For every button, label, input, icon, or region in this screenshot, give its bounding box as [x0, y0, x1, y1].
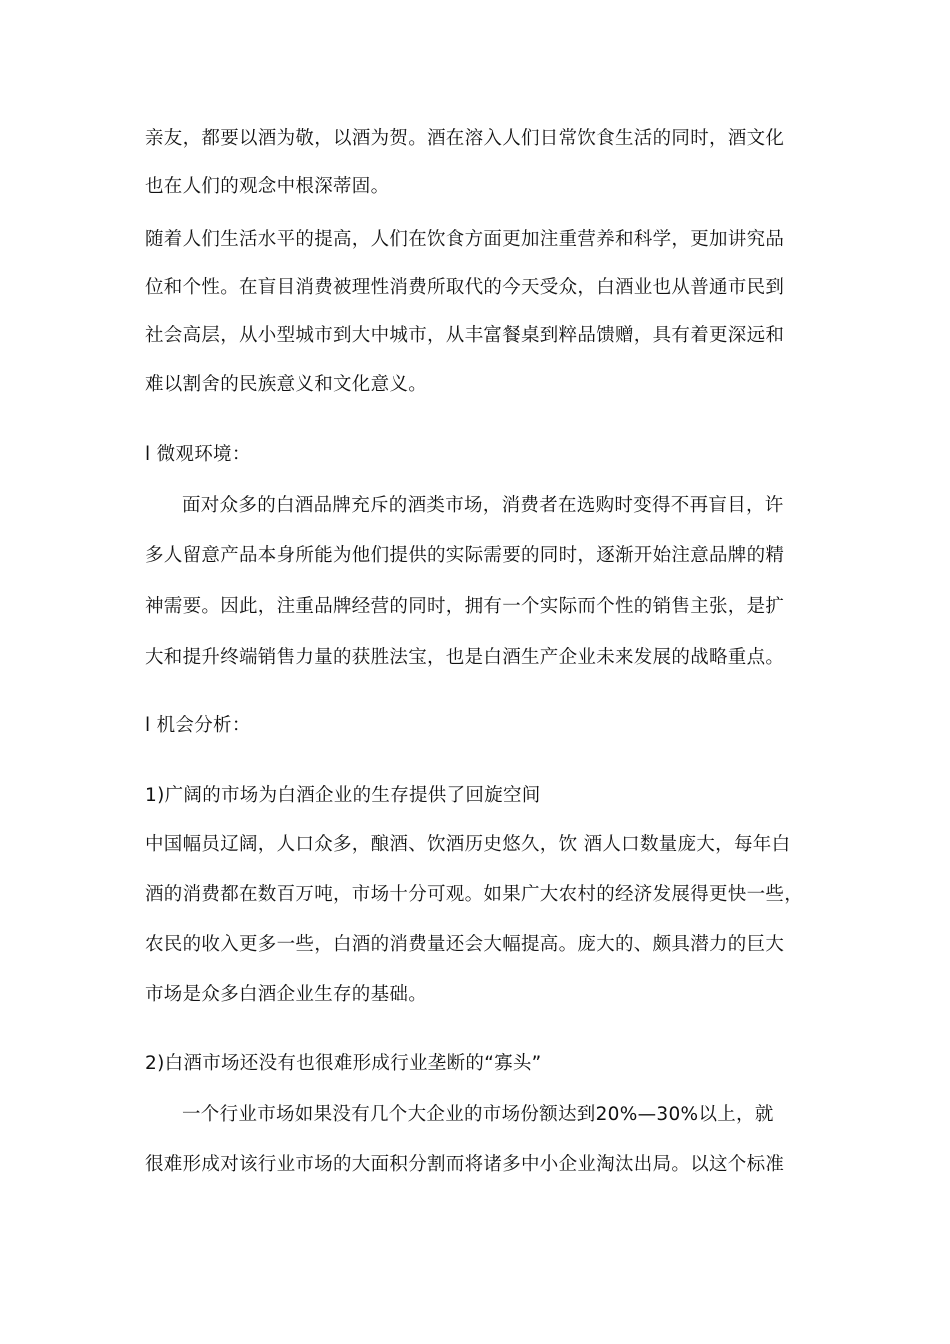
- paragraph-line: 多人留意产品本身所能为他们提供的实际需要的同时，逐渐开始注意品牌的精: [145, 545, 785, 566]
- section-heading-opportunity: l 机会分析：: [145, 715, 251, 736]
- paragraph-line: 很难形成对该行业市场的大面积分割而将诸多中小企业淘汰出局。以这个标准: [145, 1154, 785, 1175]
- paragraph-line: 随着人们生活水平的提高，人们在饮食方面更加注重营养和科学，更加讲究品: [145, 229, 785, 250]
- paragraph-line: 中国幅员辽阔，人口众多，酿酒、饮酒历史悠久，饮 酒人口数量庞大，每年白: [145, 834, 791, 855]
- section-heading-micro-environment: l 微观环境：: [145, 444, 251, 465]
- paragraph-line: 难以割舍的民族意义和文化意义。: [145, 374, 428, 395]
- paragraph-line: 一个行业市场如果没有几个大企业的市场份额达到20%—30%以上，就: [182, 1104, 774, 1125]
- paragraph-line: 酒的消费都在数百万吨，市场十分可观。如果广大农村的经济发展得更快一些，: [145, 884, 804, 905]
- paragraph-line: 市场是众多白酒企业生存的基础。: [145, 984, 428, 1005]
- paragraph-line: 也在人们的观念中根深蒂固。: [145, 176, 390, 197]
- paragraph-line: 神需要。因此，注重品牌经营的同时，拥有一个实际而个性的销售主张，是扩: [145, 596, 785, 617]
- subheading-2: 2)白酒市场还没有也很难形成行业垄断的“寡头”: [145, 1053, 542, 1074]
- paragraph-line: 大和提升终端销售力量的获胜法宝，也是白酒生产企业未来发展的战略重点。: [145, 647, 785, 668]
- paragraph-line: 面对众多的白酒品牌充斥的酒类市场，消费者在选购时变得不再盲目，许: [182, 495, 784, 516]
- paragraph-line: 社会高层，从小型城市到大中城市，从丰富餐桌到粹品馈赠，具有着更深远和: [145, 325, 785, 346]
- subheading-1: 1)广阔的市场为白酒企业的生存提供了回旋空间: [145, 785, 541, 806]
- paragraph-line: 亲友，都要以酒为敬，以酒为贺。酒在溶入人们日常饮食生活的同时，酒文化: [145, 128, 785, 149]
- paragraph-line: 农民的收入更多一些，白酒的消费量还会大幅提高。庞大的、颇具潜力的巨大: [145, 934, 785, 955]
- paragraph-line: 位和个性。在盲目消费被理性消费所取代的今天受众，白酒业也从普通市民到: [145, 277, 785, 298]
